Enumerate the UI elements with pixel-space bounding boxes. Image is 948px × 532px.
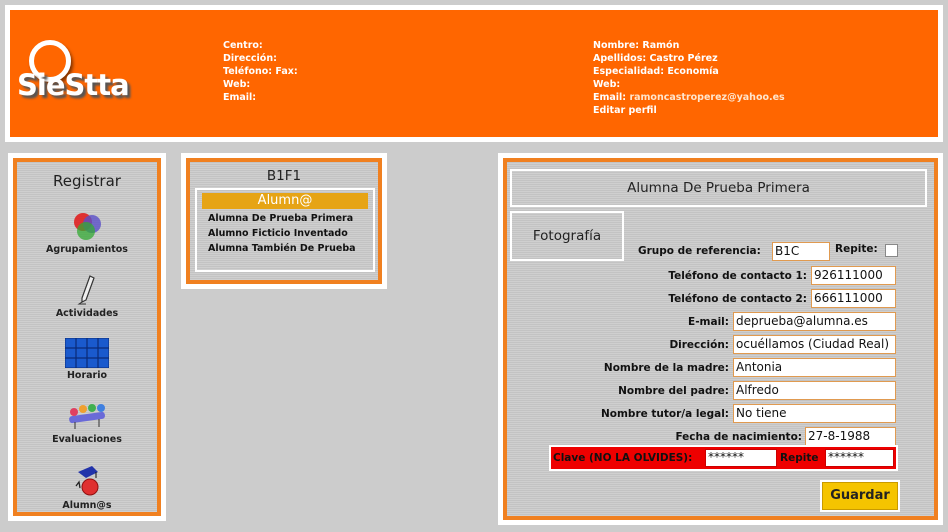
user-speciality: Especialidad: Economía — [593, 66, 719, 77]
register-menu — [8, 153, 166, 521]
student-name-title: Alumna De Prueba Primera — [510, 169, 927, 207]
save-button-wrap — [820, 480, 900, 512]
telefono-fax-label: Teléfono: Fax: — [223, 66, 298, 77]
groups-icon — [70, 210, 104, 242]
menu-label-agrupamientos: Agrupamientos — [46, 244, 128, 255]
direccion-label: Dirección: — [669, 339, 729, 351]
user-surname: Apellidos: Castro Pérez — [593, 53, 718, 64]
evaluation-icon — [65, 402, 109, 432]
telefono1-label: Teléfono de contacto 1: — [668, 270, 807, 282]
student-item[interactable]: Alumna De Prueba Primera — [208, 213, 354, 224]
repite-clave-label: Repite — [780, 452, 819, 464]
student-item[interactable]: Alumno Ficticio Inventado — [208, 228, 348, 239]
repite-checkbox[interactable] — [885, 244, 898, 257]
grupo-input[interactable]: B1C — [772, 242, 830, 261]
header — [5, 5, 943, 142]
menu-item-horario[interactable] — [17, 338, 157, 381]
group-panel-frame — [186, 158, 382, 284]
student-item[interactable]: Alumna También De Prueba — [208, 243, 356, 254]
menu-label-evaluaciones: Evaluaciones — [52, 434, 122, 445]
user-email-value[interactable]: ramoncastroperez@yahoo.es — [629, 92, 785, 103]
menu-label-alumnos: Alumn@s — [62, 500, 112, 511]
repite-clave-input[interactable]: ****** — [825, 449, 894, 467]
clave-label: Clave (NO LA OLVIDES): — [553, 452, 693, 464]
header-banner — [10, 10, 938, 137]
user-web: Web: — [593, 79, 621, 90]
student-icon — [70, 464, 104, 498]
center-info — [223, 39, 298, 104]
grid-icon — [65, 338, 109, 368]
telefono2-input[interactable]: 666111000 — [811, 289, 896, 308]
email-input[interactable]: deprueba@alumna.es — [733, 312, 896, 331]
menu-label-horario: Horario — [66, 370, 108, 381]
user-info — [593, 39, 785, 117]
password-bar — [549, 445, 898, 471]
email-label: E-mail: — [688, 316, 729, 328]
grupo-label: Grupo de referencia: — [638, 245, 761, 257]
save-button[interactable]: Guardar — [822, 482, 898, 510]
student-list — [195, 188, 375, 272]
padre-label: Nombre del padre: — [618, 385, 729, 397]
web-label: Web: — [223, 79, 251, 90]
user-name: Nombre: Ramón — [593, 40, 680, 51]
password-bar-bg — [551, 447, 896, 469]
clave-input[interactable]: ****** — [705, 449, 777, 467]
photo-box[interactable]: Fotografía — [510, 211, 624, 261]
menu-item-actividades[interactable] — [17, 274, 157, 319]
repite-label: Repite: — [835, 243, 878, 255]
pencil-icon — [70, 274, 104, 306]
group-panel — [181, 153, 387, 289]
logo-text: SieStta — [17, 68, 129, 102]
edit-profile-link[interactable]: Editar perfil — [593, 105, 657, 116]
user-email-label: Email: — [593, 92, 627, 103]
group-title: B1F1 — [266, 168, 302, 184]
student-list-header: Alumn@ — [202, 193, 368, 209]
student-form-panel — [498, 153, 943, 525]
menu-label-actividades: Actividades — [55, 308, 119, 319]
padre-input[interactable]: Alfredo — [733, 381, 896, 400]
menu-item-evaluaciones[interactable] — [17, 402, 157, 445]
user-email-row — [593, 91, 785, 104]
menu-title: Registrar — [53, 172, 121, 190]
telefono2-label: Teléfono de contacto 2: — [668, 293, 807, 305]
direccion-input[interactable]: ocuéllamos (Ciudad Real) — [733, 335, 896, 354]
direccion-label: Dirección: — [223, 53, 277, 64]
siestta-logo[interactable] — [15, 38, 155, 118]
tutor-label: Nombre tutor/a legal: — [600, 408, 729, 420]
nacimiento-label: Fecha de nacimiento: — [675, 431, 802, 443]
menu-item-agrupamientos[interactable] — [17, 210, 157, 255]
centro-label: Centro: — [223, 40, 263, 51]
menu-item-alumnos[interactable] — [17, 464, 157, 511]
madre-input[interactable]: Antonia — [733, 358, 896, 377]
tutor-input[interactable]: No tiene — [733, 404, 896, 423]
email-label: Email: — [223, 92, 257, 103]
madre-label: Nombre de la madre: — [603, 362, 729, 374]
telefono1-input[interactable]: 926111000 — [811, 266, 896, 285]
nacimiento-input[interactable]: 27-8-1988 — [805, 427, 896, 446]
student-form-frame — [503, 158, 938, 520]
register-menu-frame — [13, 158, 161, 516]
